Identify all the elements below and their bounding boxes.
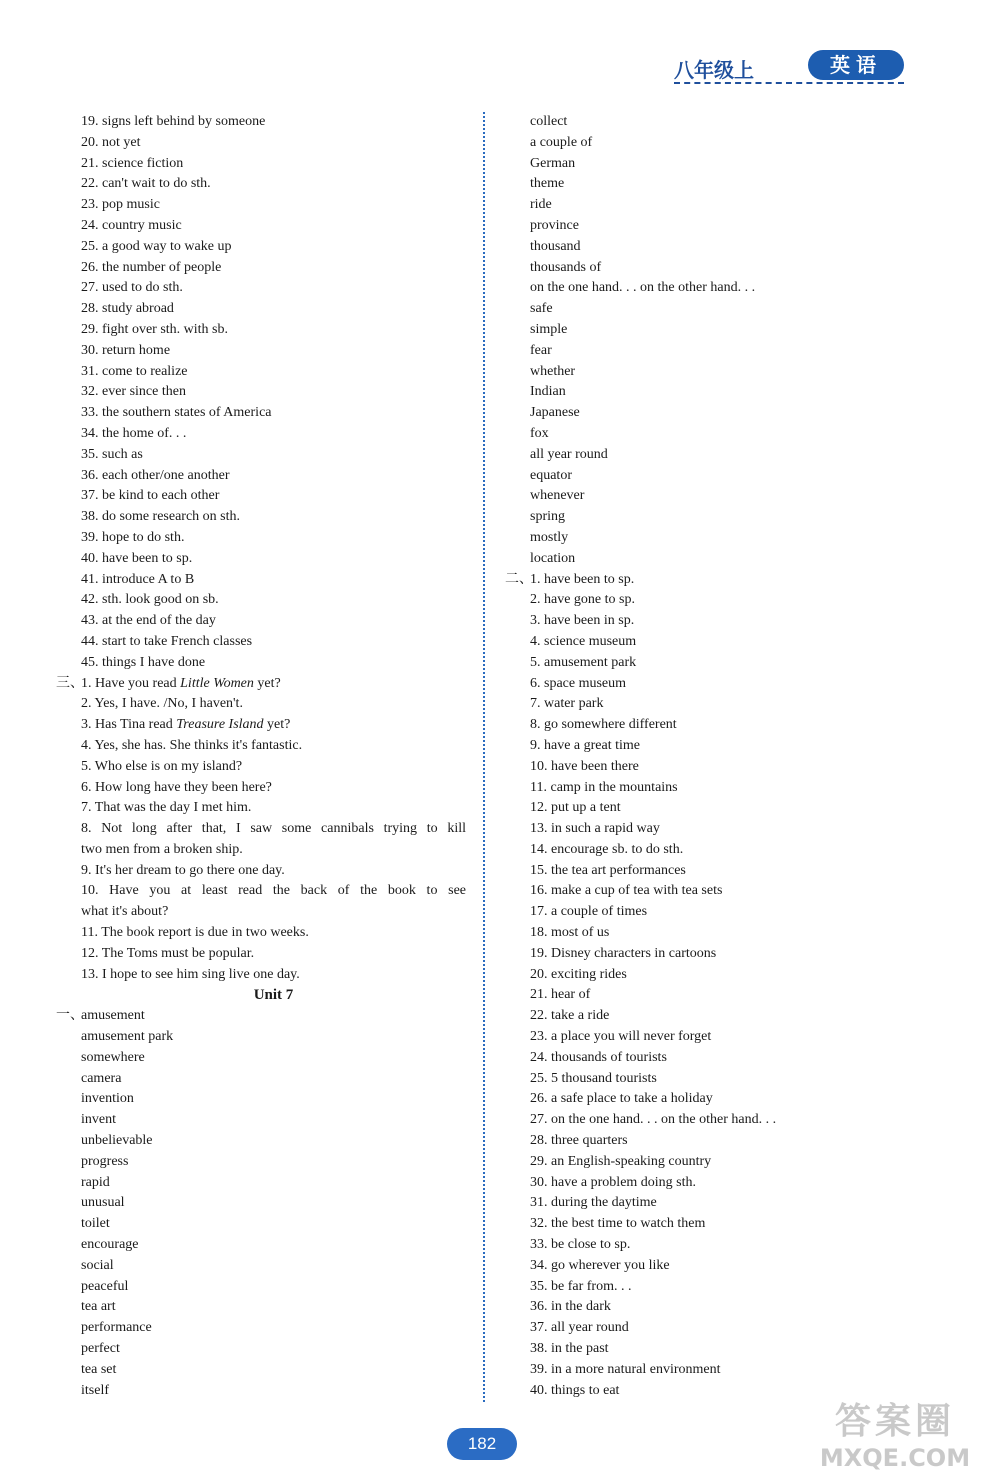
word-item: social — [81, 1257, 114, 1273]
sentence-2: 2. Yes, I have. /No, I haven't. — [81, 696, 243, 712]
phrase-item: 11. camp in the mountains — [530, 779, 678, 795]
word-item: simple — [530, 321, 568, 337]
list-item: 39. hope to do sth. — [81, 529, 185, 545]
phrase-item: 18. most of us — [530, 925, 610, 941]
phrase-item: 39. in a more natural environment — [530, 1361, 721, 1377]
column-divider — [483, 112, 485, 1402]
sentence-11: 11. The book report is due in two weeks. — [81, 925, 309, 941]
list-item: 19. signs left behind by someone — [81, 114, 266, 129]
grade-label: 八年级上 — [674, 58, 754, 82]
phrase-item: 4. science museum — [530, 633, 637, 649]
phrase-item: 40. things to eat — [530, 1382, 620, 1398]
phrase-item: 9. have a great time — [530, 737, 641, 753]
list-item: 34. the home of. . . — [81, 425, 187, 441]
list-item: 25. a good way to wake up — [81, 238, 232, 254]
sentence-10-cont: what it's about? — [81, 904, 169, 920]
list-item: 42. sth. look good on sb. — [81, 592, 219, 608]
list-item: 31. come to realize — [81, 363, 188, 379]
phrase-item: 25. 5 thousand tourists — [530, 1070, 657, 1086]
left-items-cont — [56, 112, 466, 674]
word-item: whenever — [530, 488, 585, 504]
sentence-3 — [56, 715, 466, 736]
section-two-phrases — [505, 570, 945, 1402]
sentence-7: 7. That was the day I met him. — [81, 800, 252, 816]
list-item: 32. ever since then — [81, 384, 186, 400]
word-item: safe — [530, 301, 553, 317]
word-item: theme — [530, 176, 565, 192]
word-item: Indian — [530, 384, 566, 400]
phrase-item: 22. take a ride — [530, 1008, 610, 1024]
phrase-item: 13. in such a rapid way — [530, 821, 660, 837]
right-column — [505, 112, 945, 1401]
phrase-item: 15. the tea art performances — [530, 862, 686, 878]
phrase-item: 33. be close to sp. — [530, 1237, 631, 1253]
phrase-item: 32. the best time to watch them — [530, 1216, 706, 1232]
word-item: unusual — [81, 1195, 125, 1211]
word-first — [56, 1006, 466, 1027]
phrase-item: 10. have been there — [530, 758, 639, 774]
phrase-item: 16. make a cup of tea with tea sets — [530, 883, 723, 899]
list-item: 23. pop music — [81, 197, 160, 213]
phrase-item: 35. be far from. . . — [530, 1278, 632, 1294]
header-dash-line — [674, 82, 904, 84]
phrase-item: 20. exciting rides — [530, 966, 627, 982]
phrase-item: 36. in the dark — [530, 1299, 611, 1315]
list-item: 45. things I have done — [81, 654, 206, 670]
phrase-item: 37. all year round — [530, 1320, 629, 1336]
word-item: fox — [530, 425, 549, 441]
word-item: invent — [81, 1112, 116, 1128]
word-item: thousands of — [530, 259, 602, 275]
phrase-item: 12. put up a tent — [530, 800, 621, 816]
word-item: fear — [530, 342, 552, 358]
sentence-12: 12. The Toms must be popular. — [81, 945, 255, 961]
watermark-url: MXQE.COM — [819, 1444, 971, 1472]
list-item: 22. can't wait to do sth. — [81, 176, 211, 192]
phrase-item: 6. space museum — [530, 675, 627, 691]
word-item: progress — [81, 1153, 129, 1169]
phrase-item: 34. go wherever you like — [530, 1257, 670, 1273]
phrase-item: 17. a couple of times — [530, 904, 648, 920]
phrase-text: 1. have been to sp. — [530, 571, 635, 587]
list-item: 20. not yet — [81, 134, 141, 150]
word-item: perfect — [81, 1341, 120, 1357]
word-item: somewhere — [81, 1049, 145, 1065]
word-item: tea art — [81, 1299, 116, 1315]
phrase-item: 23. a place you will never forget — [530, 1029, 712, 1045]
phrase-item: 30. have a problem doing sth. — [530, 1174, 697, 1190]
word-item: camera — [81, 1070, 122, 1086]
word-item: a couple of — [530, 134, 593, 150]
phrase-item: 5. amusement park — [530, 654, 637, 670]
word-item: province — [530, 217, 579, 233]
right-words — [505, 112, 945, 570]
list-item: 30. return home — [81, 342, 171, 358]
section-marker: 一、 — [56, 1008, 84, 1024]
watermark-text: 答案圈 — [834, 1401, 955, 1442]
list-item: 21. science fiction — [81, 155, 184, 171]
word-item: Japanese — [530, 405, 580, 421]
word-item: tea set — [81, 1361, 117, 1377]
sentence-13: 13. I hope to see him sing live one day. — [81, 966, 300, 982]
word-item: location — [530, 550, 576, 566]
phrase-item: 29. an English-speaking country — [530, 1153, 712, 1169]
book-title: Treasure Island — [176, 717, 264, 733]
word-item: encourage — [81, 1237, 139, 1253]
phrase-item: 31. during the daytime — [530, 1195, 657, 1211]
word-item: spring — [530, 509, 565, 525]
word-item: whether — [530, 363, 576, 379]
word-item: amusement park — [81, 1029, 174, 1045]
word-item: performance — [81, 1320, 152, 1336]
left-column — [56, 112, 466, 1401]
word-item: peaceful — [81, 1278, 129, 1294]
sentence-text: 1. Have you read — [81, 675, 181, 691]
page-number: 182 — [447, 1428, 517, 1460]
phrase-item: 24. thousands of tourists — [530, 1049, 667, 1065]
phrase-item: 19. Disney characters in cartoons — [530, 945, 717, 961]
list-item: 41. introduce A to B — [81, 571, 195, 587]
phrase-item: 7. water park — [530, 696, 604, 712]
word-item: all year round — [530, 446, 608, 462]
sentence-8-cont: two men from a broken ship. — [81, 841, 243, 857]
sentence-text: 3. Has Tina read — [81, 717, 177, 733]
list-item: 33. the southern states of America — [81, 405, 272, 421]
sentence-text: yet? — [253, 675, 281, 691]
list-item: 28. study abroad — [81, 301, 174, 317]
word-item: invention — [81, 1091, 134, 1107]
list-item: 27. used to do sth. — [81, 280, 183, 296]
sentence-5: 5. Who else is on my island? — [81, 758, 243, 774]
word-item: itself — [81, 1382, 109, 1398]
list-item: 29. fight over sth. with sb. — [81, 321, 228, 337]
subject-badge: 英语 — [808, 50, 904, 80]
phrase-item: 2. have gone to sp. — [530, 592, 635, 608]
list-item: 38. do some research on sth. — [81, 509, 241, 525]
phrase-first — [505, 570, 945, 591]
page-header — [674, 50, 904, 86]
section-three — [56, 674, 466, 986]
phrase-item: 3. have been in sp. — [530, 613, 635, 629]
phrase-item: 27. on the one hand. . . on the other hand. . . — [530, 1112, 777, 1128]
word-item: equator — [530, 467, 572, 483]
list-item: 24. country music — [81, 217, 182, 233]
word-item: on the one hand. . . on the other hand. . . — [530, 280, 756, 296]
word-item: mostly — [530, 529, 569, 545]
sentence-4: 4. Yes, she has. She thinks it's fantastic. — [81, 737, 303, 753]
phrase-item: 28. three quarters — [530, 1133, 628, 1149]
book-title: Little Women — [180, 675, 254, 691]
word-item: toilet — [81, 1216, 110, 1232]
word-text: amusement — [81, 1008, 145, 1024]
watermark-logo — [800, 1393, 990, 1472]
phrase-item: 8. go somewhere different — [530, 717, 677, 733]
list-item: 37. be kind to each other — [81, 488, 220, 504]
phrase-item: 21. hear of — [530, 987, 591, 1003]
word-item: collect — [530, 114, 568, 129]
sentence-6: 6. How long have they been here? — [81, 779, 272, 795]
sentence-text: yet? — [263, 717, 291, 733]
word-item: German — [530, 155, 576, 171]
sentence-1 — [56, 674, 466, 695]
unit-title: Unit 7 — [253, 987, 294, 1004]
section-one-words — [56, 1006, 466, 1401]
word-item: thousand — [530, 238, 581, 254]
list-item: 43. at the end of the day — [81, 613, 216, 629]
word-item: ride — [530, 197, 552, 213]
sentence-9: 9. It's her dream to go there one day. — [81, 862, 285, 878]
list-item: 35. such as — [81, 446, 143, 462]
phrase-item: 38. in the past — [530, 1341, 609, 1357]
word-item: rapid — [81, 1174, 110, 1190]
sentence-10: 10. Have you at least read the back of the book to see — [81, 883, 466, 899]
list-item: 44. start to take French classes — [81, 633, 253, 649]
word-item: unbelievable — [81, 1133, 153, 1149]
list-item: 36. each other/one another — [81, 467, 230, 483]
section-marker: 三、 — [56, 675, 84, 691]
list-item: 26. the number of people — [81, 259, 222, 275]
section-marker: 二、 — [505, 571, 533, 587]
phrase-item: 14. encourage sb. to do sth. — [530, 841, 684, 857]
sentence-8: 8. Not long after that, I saw some cannibals trying to kill — [81, 821, 466, 837]
phrase-item: 26. a safe place to take a holiday — [530, 1091, 713, 1107]
list-item: 40. have been to sp. — [81, 550, 193, 566]
